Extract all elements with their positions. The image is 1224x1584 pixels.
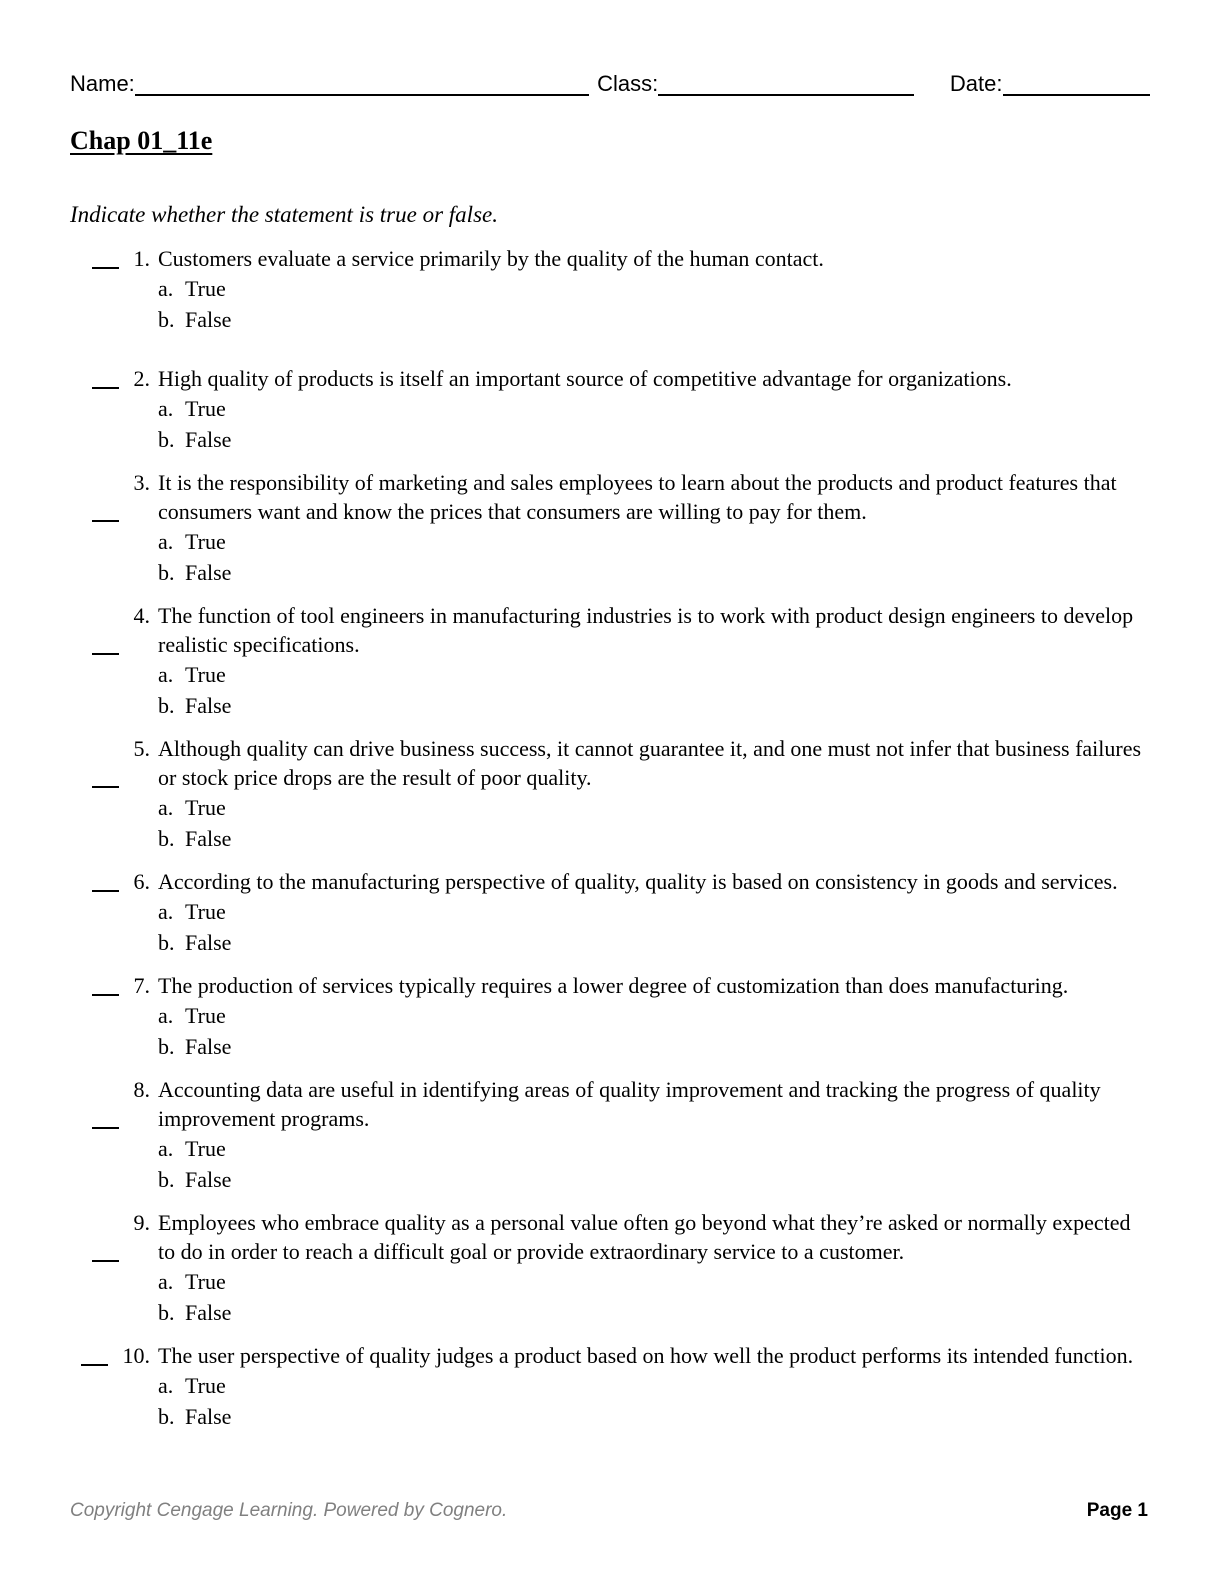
option-letter: a. (158, 662, 174, 687)
question-text: High quality of products is itself an important source of competitive advantage for organizations. (158, 366, 1012, 391)
option-letter: b. (158, 1300, 175, 1325)
option-letter: b. (158, 1034, 175, 1059)
option-letter: a. (158, 1373, 174, 1398)
option-false (158, 1401, 1150, 1432)
answer-blank[interactable] (92, 653, 119, 655)
question-list (70, 244, 1150, 1432)
option-letter: a. (158, 529, 174, 554)
question-text: Employees who embrace quality as a personal value often go beyond what they’re asked or normally expected to do in order to reach a difficult goal or provide extraordinary service to a customer. (158, 1210, 1131, 1264)
option-letter: b. (158, 693, 175, 718)
question-number: 4. (133, 603, 150, 628)
option-true (158, 1266, 1150, 1297)
answer-blank[interactable] (81, 1364, 108, 1366)
question-5 (70, 734, 1150, 854)
option-label: False (185, 826, 232, 851)
option-letter: a. (158, 276, 174, 301)
option-true (158, 1370, 1150, 1401)
option-false (158, 557, 1150, 588)
question-9 (70, 1208, 1150, 1328)
option-label: False (185, 1404, 232, 1429)
option-letter: b. (158, 560, 175, 585)
question-6 (70, 867, 1150, 958)
answer-blank[interactable] (92, 387, 119, 389)
question-number: 6. (133, 869, 150, 894)
option-label: True (185, 276, 226, 301)
option-false (158, 1297, 1150, 1328)
option-label: True (185, 662, 226, 687)
option-false (158, 304, 1150, 335)
option-letter: a. (158, 396, 174, 421)
question-2 (70, 364, 1150, 455)
option-letter: b. (158, 1404, 175, 1429)
option-label: True (185, 795, 226, 820)
option-letter: a. (158, 1136, 174, 1161)
date-fill-line[interactable] (1003, 72, 1151, 96)
question-number: 8. (133, 1077, 150, 1102)
option-true (158, 1000, 1150, 1031)
question-3 (70, 468, 1150, 588)
question-text: The production of services typically requires a lower degree of customization than does manufacturing. (158, 973, 1069, 998)
question-text: Although quality can drive business success, it cannot guarantee it, and one must not infer that business failures or stock price drops are the result of poor quality. (158, 736, 1142, 790)
option-label: False (185, 307, 232, 332)
question-text: Accounting data are useful in identifying areas of quality improvement and tracking the progress of quality improvement programs. (158, 1077, 1101, 1131)
question-text: It is the responsibility of marketing and sales employees to learn about the products and product features that consumers want and know the prices that consumers are willing to pay for them. (158, 470, 1117, 524)
option-true (158, 792, 1150, 823)
answer-blank[interactable] (92, 267, 119, 269)
question-1 (70, 244, 1150, 335)
question-number: 1. (133, 246, 150, 271)
question-7 (70, 971, 1150, 1062)
instruction-text: Indicate whether the statement is true or false. (70, 202, 498, 227)
question-number: 3. (133, 470, 150, 495)
option-letter: a. (158, 1003, 174, 1028)
question-number: 10. (122, 1343, 150, 1368)
option-false (158, 690, 1150, 721)
answer-blank[interactable] (92, 786, 119, 788)
question-8 (70, 1075, 1150, 1195)
option-letter: b. (158, 427, 175, 452)
date-label: Date: (949, 71, 1003, 96)
option-true (158, 393, 1150, 424)
option-letter: a. (158, 795, 174, 820)
option-label: True (185, 1269, 226, 1294)
page-footer (70, 1500, 1148, 1522)
option-label: True (185, 1136, 226, 1161)
option-label: True (185, 396, 226, 421)
option-label: True (185, 1373, 226, 1398)
option-label: False (185, 930, 232, 955)
option-label: False (185, 1300, 232, 1325)
question-number: 7. (133, 973, 150, 998)
option-label: True (185, 1003, 226, 1028)
answer-blank[interactable] (92, 994, 119, 996)
question-4 (70, 601, 1150, 721)
option-false (158, 424, 1150, 455)
option-label: False (185, 427, 232, 452)
option-true (158, 896, 1150, 927)
question-number: 2. (133, 366, 150, 391)
question-text: Customers evaluate a service primarily by the quality of the human contact. (158, 246, 824, 271)
question-text: The function of tool engineers in manufacturing industries is to work with product design engineers to develop realistic specifications. (158, 603, 1134, 657)
question-number: 5. (133, 736, 150, 761)
option-letter: b. (158, 930, 175, 955)
name-fill-line[interactable] (135, 72, 589, 96)
question-text: According to the manufacturing perspective of quality, quality is based on consistency in goods and services. (158, 869, 1118, 894)
class-fill-line[interactable] (658, 72, 914, 96)
option-label: False (185, 560, 232, 585)
class-label: Class: (597, 71, 659, 96)
option-label: True (185, 899, 226, 924)
question-number: 9. (133, 1210, 150, 1235)
option-letter: b. (158, 826, 175, 851)
question-10 (70, 1341, 1150, 1432)
form-header (70, 72, 1150, 96)
answer-blank[interactable] (92, 1127, 119, 1129)
option-label: False (185, 693, 232, 718)
page-number: Page 1 (1086, 1500, 1148, 1521)
answer-blank[interactable] (92, 520, 119, 522)
option-label: False (185, 1167, 232, 1192)
option-letter: b. (158, 1167, 175, 1192)
option-label: True (185, 529, 226, 554)
option-true (158, 659, 1150, 690)
option-true (158, 1133, 1150, 1164)
question-text: The user perspective of quality judges a product based on how well the product performs its intended function. (158, 1343, 1134, 1368)
answer-blank[interactable] (92, 1260, 119, 1262)
page-title: Chap 01_11e (70, 126, 213, 155)
option-false (158, 823, 1150, 854)
option-false (158, 1031, 1150, 1062)
name-label: Name: (70, 71, 135, 96)
option-label: False (185, 1034, 232, 1059)
answer-blank[interactable] (92, 890, 119, 892)
option-false (158, 1164, 1150, 1195)
option-letter: a. (158, 1269, 174, 1294)
option-true (158, 273, 1150, 304)
option-true (158, 526, 1150, 557)
copyright-text: Copyright Cengage Learning. Powered by Cognero. (70, 1500, 508, 1521)
option-letter: a. (158, 899, 174, 924)
option-letter: b. (158, 307, 175, 332)
option-false (158, 927, 1150, 958)
